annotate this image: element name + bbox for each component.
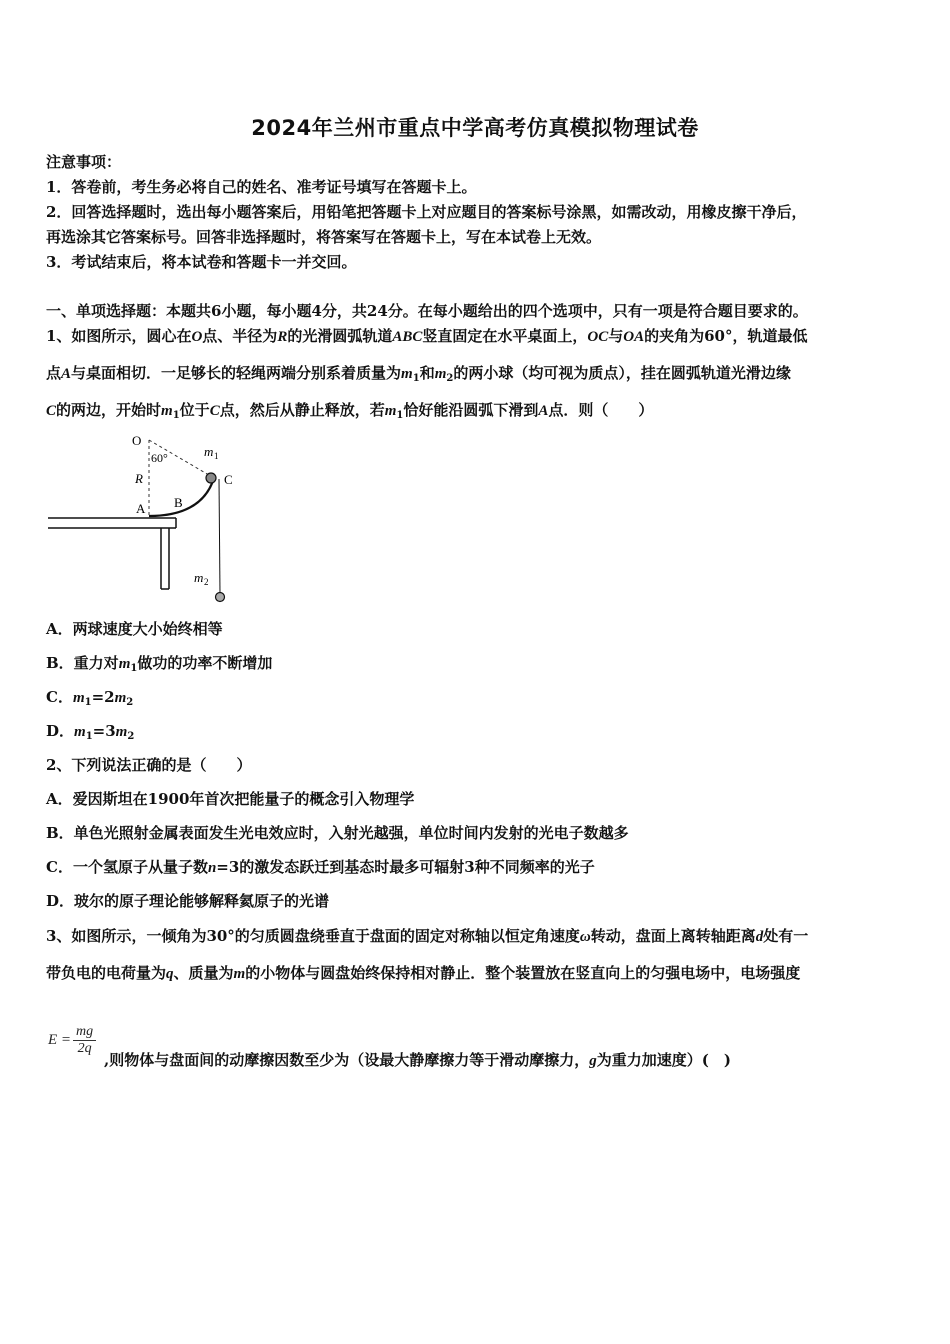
table [48, 518, 176, 589]
label-angle: 60° [151, 451, 168, 465]
label-m1-sub: 1 [214, 451, 219, 461]
label-o: O [132, 433, 142, 448]
rope [219, 479, 220, 594]
q1-stem-line-3: C的两边，开始时$m_1$位于C点，然后从静止释放，若$m_1$恰好能沿圆弧下滑到A点．则（ ） [46, 401, 654, 421]
q2-option-b: B．单色光照射金属表面发生光电效应时，入射光越强，单位时间内发射的光电子数越多 [46, 824, 629, 842]
notice-heading: 注意事项： [46, 153, 122, 171]
q3-stem-line-1: 3、如图所示，一倾角为30°的匀质圆盘绕垂直于盘面的固定对称轴以恒定角速度ω转动，盘面上离转轴距离d处有一 [46, 927, 809, 945]
q1-option-d: D．$m_1=3m_2$ [46, 722, 135, 742]
ball-m2 [216, 593, 225, 602]
label-a: A [136, 501, 146, 516]
label-b: B [174, 495, 183, 510]
label-r: R [135, 471, 143, 486]
q2-option-c: C．一个氢原子从量子数n=3的激发态跃迁到基态时最多可辐射3种不同频率的光子 [46, 858, 595, 876]
label-m2-sub: 2 [204, 577, 209, 587]
label-m1: m [204, 444, 214, 459]
q1-stem-line-1: 1、如图所示，圆心在O点、半径为R的光滑圆弧轨道ABC竖直固定在水平桌面上，OC与OA的夹角为60°，轨道最低 [46, 327, 808, 345]
q1-option-c: C．$m_1=2m_2$ [46, 688, 134, 708]
q2-option-d: D．玻尔的原子理论能够解释氦原子的光谱 [46, 892, 330, 910]
q1-option-b: B．重力对$m_1$做功的功率不断增加 [46, 654, 273, 674]
q1-option-a: A．两球速度大小始终相等 [46, 620, 223, 638]
field-strength-formula: E = $\frac{mg}{2q}$ [48, 1024, 96, 1057]
q3-stem-line-2: 带负电的电荷量为q、质量为m的小物体与圆盘始终保持相对静止．整个装置放在竖直向上的匀强电场中，电场强度 [46, 964, 801, 982]
label-m2: m [194, 570, 204, 585]
label-c: C [224, 472, 233, 487]
q1-stem-line-2: 点A与桌面相切．一足够长的轻绳两端分别系着质量为$m_1$和$m_2$的两小球（均可视为质点），挂在圆弧轨道光滑边缘 [46, 364, 791, 384]
notice-item-1: 1．答卷前，考生务必将自己的姓名、准考证号填写在答题卡上。 [46, 178, 477, 196]
page-title: 2024年兰州市重点中学高考仿真模拟物理试卷 [251, 116, 699, 140]
notice-item-3: 3．考试结束后，将本试卷和答题卡一并交回。 [46, 253, 357, 271]
q1-figure [44, 432, 254, 607]
notice-item-2-cont: 再选涂其它答案标号。回答非选择题时，将答案写在答题卡上，写在本试卷上无效。 [46, 228, 602, 246]
notice-item-2: 2．回答选择题时，选出每小题答案后，用铅笔把答题卡上对应题目的答案标号涂黑，如需改动，用橡皮擦干净后， [46, 203, 807, 221]
q3-stem-line-3: ,则物体与盘面间的动摩擦因数至少为（设最大静摩擦力等于滑动摩擦力，g为重力加速度）( ) [104, 1051, 731, 1069]
section-heading: 一、单项选择题：本题共6小题，每小题4分，共24分。在每小题给出的四个选项中，只有一项是符合题目要求的。 [46, 302, 808, 320]
q2-option-a: A．爱因斯坦在1900年首次把能量子的概念引入物理学 [46, 790, 415, 808]
ball-m1 [206, 473, 216, 483]
q2-stem: 2、下列说法正确的是（ ） [46, 756, 252, 774]
